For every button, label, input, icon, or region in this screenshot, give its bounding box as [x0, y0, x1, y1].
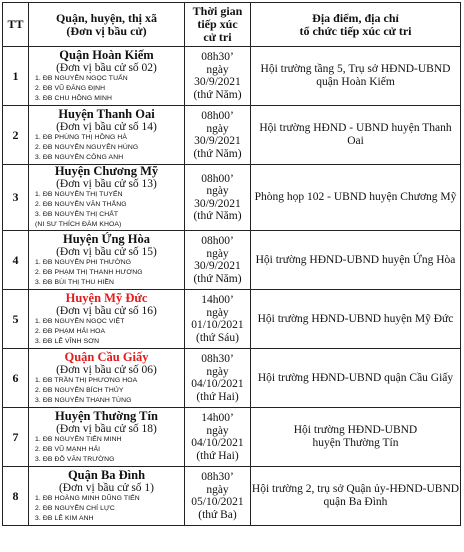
table-row: [3, 231, 461, 290]
deputy-item: 1. ĐB HOÀNG MINH DŨNG TIẾN: [35, 494, 140, 502]
deputy-list: [29, 133, 184, 163]
meeting-time-line: 01/10/2021: [191, 319, 244, 331]
area-cell: [29, 231, 185, 290]
meeting-time-line: ngày: [206, 185, 229, 197]
deputy-item: 3. ĐB LÊ VĨNH SƠN: [35, 337, 100, 345]
table-row: [3, 408, 461, 467]
meeting-time-line: (thứ Năm): [193, 272, 242, 285]
area-cell: [29, 106, 185, 165]
area-name: Huyện Thường Tín: [55, 408, 158, 423]
electoral-unit: (Đơn vị bầu cử số 14): [56, 120, 157, 133]
area-name: Quận Ba Đình: [67, 467, 146, 482]
schedule-table: [2, 2, 461, 526]
deputy-item: 2. ĐB NGUYỄN CHÍ LỰC: [35, 504, 115, 512]
meeting-time-line: (thứ Năm): [193, 147, 242, 160]
header-area-sub: (Đơn vị bầu cử): [66, 23, 147, 38]
deputy-item: 1. ĐB NGUYỄN NGỌC TUẤN: [35, 74, 128, 82]
deputy-item: 1. ĐB NGUYỄN PHI THƯỜNG: [35, 258, 132, 266]
meeting-place-cell: [251, 165, 461, 231]
deputy-item: 1. ĐB NGUYỄN NGỌC VIỆT: [35, 317, 125, 325]
electoral-unit: (Đơn vị bầu cử số 1): [58, 481, 155, 494]
meeting-place-cell: [251, 290, 461, 349]
deputy-item: 3. ĐB CHU HỒNG MINH: [35, 94, 113, 102]
meeting-time-line: 14h00’: [201, 294, 234, 306]
deputy-item: 3. ĐB NGUYỄN CÔNG ANH: [35, 153, 124, 161]
area-name: Huyện Ứng Hòa: [62, 231, 151, 246]
deputy-list: [29, 317, 184, 347]
meeting-time-line: 30/9/2021: [194, 260, 241, 272]
meeting-time-line: ngày: [206, 424, 229, 437]
meeting-time-line: ngày: [206, 63, 229, 76]
meeting-place-line: Hội trường HĐND-UBND quận Cầu Giấy: [257, 371, 454, 384]
meeting-time-line: 08h30’: [201, 471, 234, 483]
meeting-time-line: 08h00’: [201, 110, 234, 122]
area-name: Quận Cầu Giấy: [64, 349, 149, 364]
deputy-item: 1. ĐB PHÙNG THỊ HỒNG HÀ: [35, 133, 128, 141]
area-cell: [29, 47, 185, 106]
meeting-time-cell: [185, 290, 251, 349]
meeting-time-line: 30/9/2021: [194, 135, 241, 147]
header-time-line-3: cử tri: [203, 30, 232, 44]
meeting-place-line: Hội trường tầng 5, Trụ sở HĐND-UBND: [260, 63, 451, 75]
meeting-time-line: ngày: [206, 247, 229, 260]
meeting-time-line: (thứ Hai): [196, 390, 239, 403]
deputy-item: 1. ĐB TRẦN THỊ PHƯƠNG HOA: [35, 376, 138, 384]
meeting-time-line: (thứ Năm): [193, 210, 242, 222]
meeting-time-cell: [185, 231, 251, 290]
area-cell: [29, 349, 185, 408]
meeting-place-line: Hội trường HĐND - UBND huyện Thanh Oai: [259, 122, 452, 147]
header-place-line-1: Địa điểm, địa chỉ: [312, 10, 399, 25]
deputy-item: 3. ĐB BÙI THỊ THU HIỀN: [35, 278, 114, 286]
deputy-item: 2. ĐB NGUYỄN VĂN THẮNG: [35, 201, 127, 208]
meeting-time-cell: [185, 165, 251, 231]
meeting-place-line: Hội trường HĐND-UBND huyện Ứng Hòa: [255, 253, 456, 266]
table-row: [3, 165, 461, 231]
deputy-item: 2. ĐB PHẠM HẢI HOA: [35, 327, 106, 335]
meeting-place-line: Hội trường HĐND-UBND: [293, 424, 418, 436]
deputy-item: (NI SƯ THÍCH ĐÀM KHOA): [35, 221, 122, 228]
meeting-time-line: (thứ Ba): [198, 508, 237, 521]
meeting-place-line: quận Ba Đình: [323, 496, 388, 508]
meeting-place-cell: [251, 47, 461, 106]
meeting-time-cell: [185, 349, 251, 408]
header-time: [185, 3, 251, 47]
row-number: 8: [3, 467, 29, 526]
row-number: 3: [3, 165, 29, 231]
meeting-place-cell: [251, 106, 461, 165]
deputy-item: 3. ĐB NGUYỄN THANH TÙNG: [35, 396, 132, 404]
area-name: Huyện Chương Mỹ: [54, 164, 159, 178]
meeting-place-line: huyện Thường Tín: [312, 437, 399, 449]
table-row: [3, 47, 461, 106]
area-name: Huyện Thanh Oai: [58, 106, 155, 121]
meeting-time-line: ngày: [206, 483, 229, 496]
area-cell: [29, 165, 185, 231]
header-place: [251, 3, 461, 47]
area-cell: [29, 290, 185, 349]
meeting-time-line: 30/9/2021: [194, 76, 241, 88]
electoral-unit: (Đơn vị bầu cử số 15): [56, 245, 157, 258]
area-cell: [29, 467, 185, 526]
deputy-list: [29, 258, 184, 288]
meeting-time-cell: [185, 467, 251, 526]
meeting-time-line: 08h30’: [201, 353, 234, 365]
meeting-time-line: 05/10/2021: [191, 496, 244, 508]
row-number: 6: [3, 349, 29, 408]
meeting-time-line: ngày: [206, 122, 229, 135]
meeting-time-line: ngày: [206, 306, 229, 319]
deputy-list: [29, 74, 184, 104]
meeting-place-line: Phòng họp 102 - UBND huyện Chương Mỹ: [254, 191, 457, 203]
deputy-item: 3. ĐB NGUYỄN THỊ CHẤT: [35, 211, 119, 218]
deputy-list: [29, 435, 184, 465]
meeting-time-line: ngày: [206, 365, 229, 378]
electoral-unit: (Đơn vị bầu cử số 06): [56, 363, 157, 376]
meeting-place-line: quận Hoàn Kiếm: [316, 76, 395, 88]
table-row: [3, 290, 461, 349]
deputy-list: [29, 494, 184, 524]
electoral-unit: (Đơn vị bầu cử số 13): [56, 178, 157, 190]
meeting-time-line: 08h30’: [201, 51, 234, 63]
header-area-title: Quận, huyện, thị xã: [55, 10, 158, 25]
row-number: 7: [3, 408, 29, 467]
header-time-line-1: Thời gian: [192, 4, 243, 18]
meeting-time-line: 14h00’: [201, 412, 234, 424]
meeting-time-cell: [185, 106, 251, 165]
meeting-place-line: Hội trường 2, trụ sở Quận ủy-HĐND-UBND: [251, 483, 460, 495]
row-number: 4: [3, 231, 29, 290]
meeting-place-cell: [251, 408, 461, 467]
meeting-time-line: (thứ Năm): [193, 88, 242, 101]
table-row: [3, 106, 461, 165]
header-place-line-2: tổ chức tiếp xúc cử tri: [299, 23, 412, 38]
meeting-time-line: (thứ Hai): [196, 449, 239, 462]
deputy-item: 1. ĐB NGUYỄN THỊ TUYẾN: [35, 191, 123, 198]
meeting-place-line: Hội trường HĐND-UBND huyện Mỹ Đức: [257, 312, 454, 325]
deputy-item: 1. ĐB NGUYỄN TIẾN MINH: [35, 435, 122, 443]
meeting-time-line: (thứ Sáu): [196, 331, 239, 344]
electoral-unit: (Đơn vị bầu cử số 02): [56, 61, 157, 74]
row-number: 2: [3, 106, 29, 165]
meeting-time-line: 08h00’: [201, 172, 234, 185]
meeting-place-cell: [251, 467, 461, 526]
meeting-time-line: 08h00’: [201, 235, 234, 247]
area-cell: [29, 408, 185, 467]
area-name: Huyện Mỹ Đức: [65, 290, 148, 305]
table-body: [3, 47, 461, 526]
deputy-item: 2. ĐB NGUYỄN BÍCH THỦY: [35, 386, 124, 394]
table-header-row: [3, 3, 461, 47]
deputy-item: 3. ĐB ĐỖ VĂN TRƯỜNG: [35, 455, 115, 463]
row-number: 5: [3, 290, 29, 349]
deputy-list: [29, 376, 184, 406]
deputy-item: 2. ĐB NGUYỄN NGUYÊN HÙNG: [35, 143, 139, 151]
electoral-unit: (Đơn vị bầu cử số 18): [56, 422, 157, 435]
deputy-item: 2. ĐB PHẠM THỊ THANH HƯƠNG: [35, 268, 143, 276]
header-time-line-2: tiếp xúc: [197, 17, 238, 31]
header-tt: TT: [3, 3, 29, 47]
meeting-time-line: 04/10/2021: [191, 437, 244, 449]
meeting-time-cell: [185, 408, 251, 467]
row-number: 1: [3, 47, 29, 106]
deputy-item: 2. ĐB VŨ ĐĂNG ĐỊNH: [35, 84, 106, 92]
deputy-item: 3. ĐB LÊ KIM ANH: [35, 514, 94, 522]
header-area: [29, 3, 185, 47]
meeting-time-cell: [185, 47, 251, 106]
meeting-place-cell: [251, 231, 461, 290]
area-name: Quận Hoàn Kiếm: [59, 47, 154, 62]
electoral-unit: (Đơn vị bầu cử số 16): [56, 304, 157, 317]
table-row: [3, 349, 461, 408]
meeting-time-line: 30/9/2021: [194, 197, 241, 210]
meeting-place-cell: [251, 349, 461, 408]
meeting-time-line: 04/10/2021: [191, 378, 244, 390]
table-row: [3, 467, 461, 526]
deputy-list: [29, 190, 184, 230]
deputy-item: 2. ĐB VŨ MẠNH HẢI: [35, 445, 101, 453]
